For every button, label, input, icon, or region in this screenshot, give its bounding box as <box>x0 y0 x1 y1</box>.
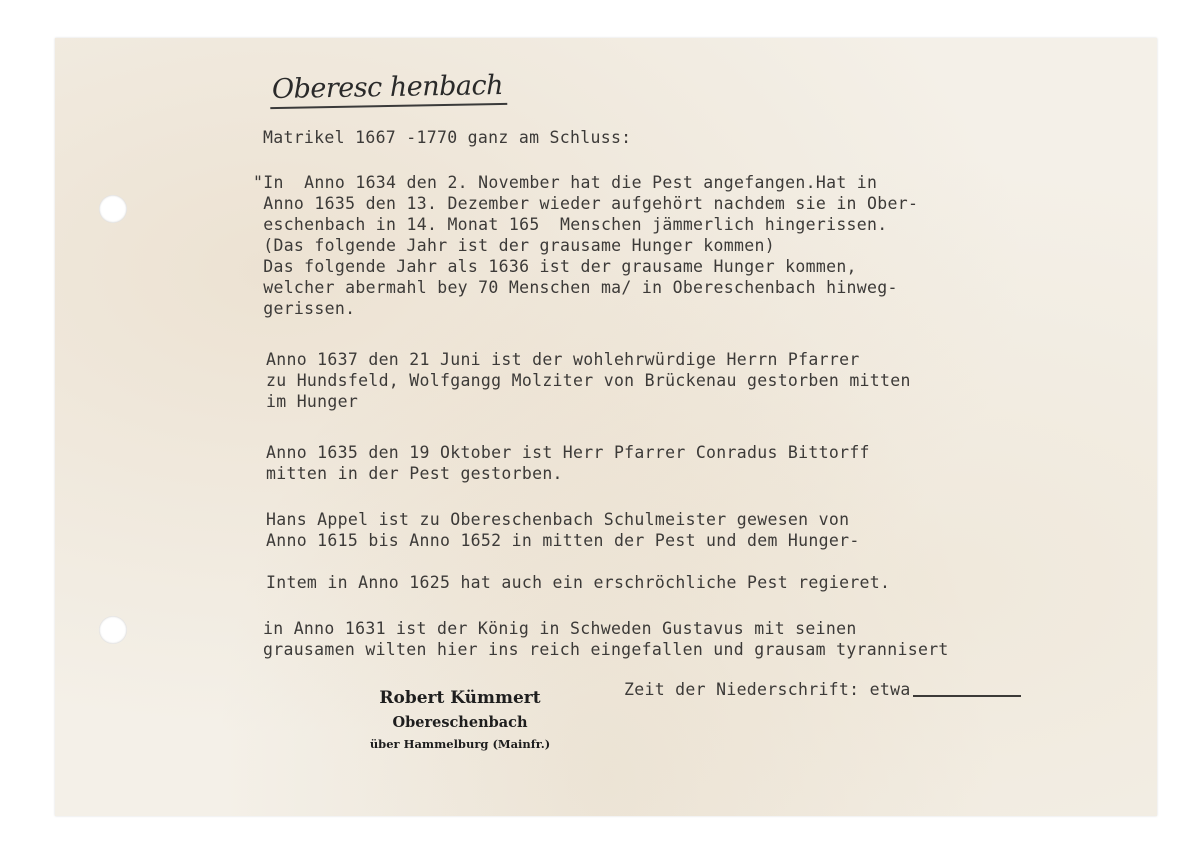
blank-date-line <box>913 695 1021 697</box>
handwritten-heading: Oberesc henbach <box>270 70 508 109</box>
paragraph-bittorff-1635: Anno 1635 den 19 Oktober ist Herr Pfarrer Conradus Bittorff mitten in der Pest gestorben. <box>266 443 870 483</box>
stamp-place: Obereschenbach <box>392 714 528 731</box>
punch-hole-bottom <box>99 616 127 644</box>
document-sheet <box>55 38 1157 816</box>
matrikel-line: Matrikel 1667 -1770 ganz am Schluss: <box>263 128 632 147</box>
niederschrift-label: Zeit der Niederschrift: etwa <box>624 680 911 699</box>
stamp-name: Robert Kümmert <box>379 688 541 708</box>
author-stamp <box>345 688 575 751</box>
stamp-address: über Hammelburg (Mainfr.) <box>369 737 551 751</box>
paragraph-schulmeister: Hans Appel ist zu Obereschenbach Schulmeister gewesen von Anno 1615 bis Anno 1652 in mitten der Pest und dem Hunger- <box>266 510 860 550</box>
paragraph-pfarrer-1637: Anno 1637 den 21 Juni ist der wohlehrwürdige Herrn Pfarrer zu Hundsfeld, Wolfgangg Molziter von Brückenau gestorben mitten im Hunger <box>266 350 911 411</box>
paragraph-schweden-1631: in Anno 1631 ist der König in Schweden Gustavus mit seinen grausamen wilten hier ins reich eingefallen und grausam tyrannisert <box>263 619 949 659</box>
paragraph-pest-1625: Intem in Anno 1625 hat auch ein erschröchliche Pest regieret. <box>266 573 891 592</box>
paragraph-pest-1634: "In Anno 1634 den 2. November hat die Pest angefangen.Hat in Anno 1635 den 13. Dezember wieder aufgehört nachdem sie in Ober- eschenbach in 14. Monat 165 Menschen jämmerlich hingerissen. (Das folgende Jahr ist der grausame Hunger kommen) Das folgende Jahr als 1636 ist der grausame Hunger kommen, welcher abermahl bey 70 Menschen ma/ in Obereschenbach hinweg- gerissen. <box>253 173 919 318</box>
niederschrift-line <box>624 680 1021 699</box>
punch-hole-top <box>99 195 127 223</box>
